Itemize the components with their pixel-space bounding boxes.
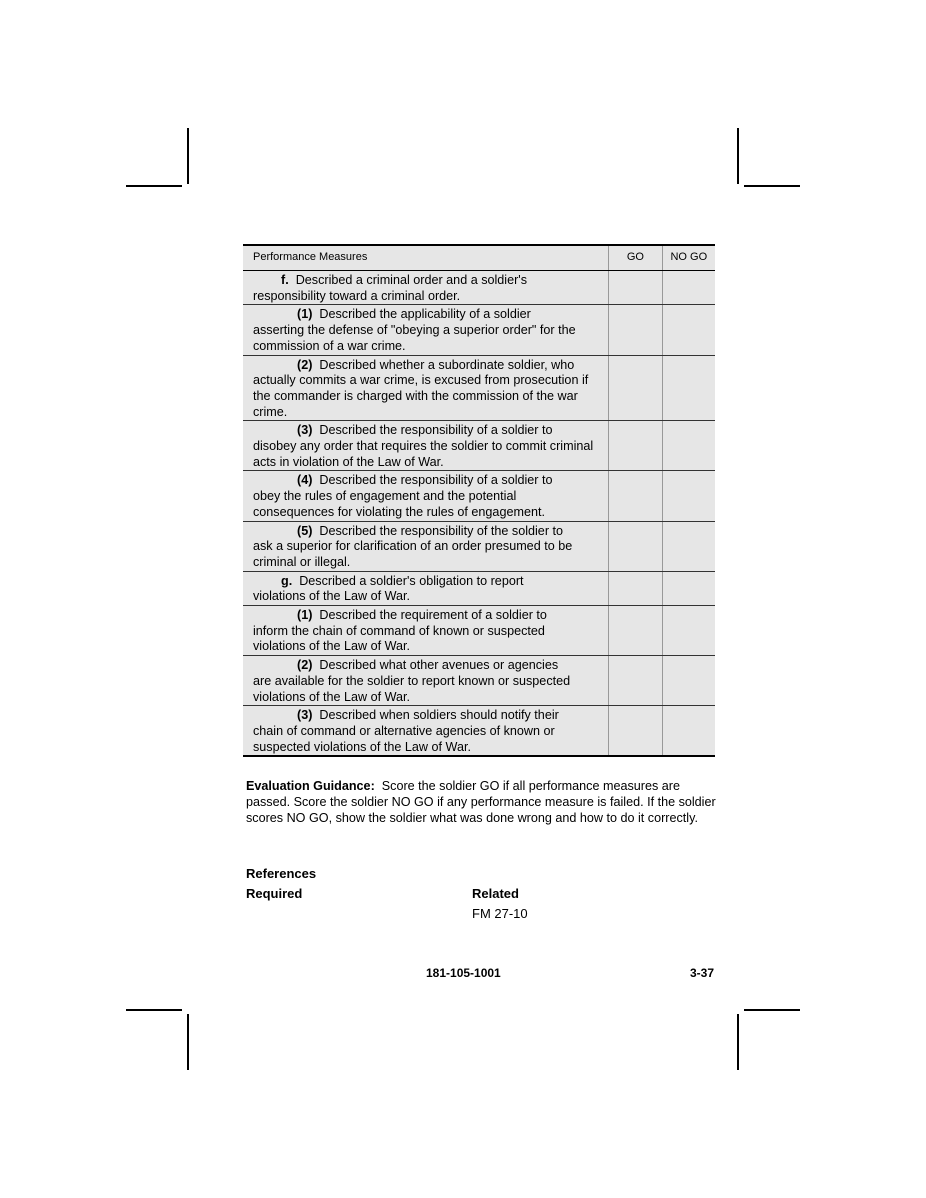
measure-text-continued: inform the chain of command of known or suspected violations of the Law of War. bbox=[253, 623, 545, 654]
nogo-header: NO GO bbox=[662, 245, 715, 271]
measure-text-continued: chain of command or alternative agencies of known or suspected violations of the Law of War. bbox=[253, 723, 555, 754]
measure-text: Described whether a subordinate soldier, who bbox=[319, 357, 575, 372]
evaluation-guidance-label: Evaluation Guidance: bbox=[246, 779, 375, 793]
nogo-checkbox-cell[interactable] bbox=[662, 355, 715, 421]
go-checkbox-cell[interactable] bbox=[609, 521, 662, 571]
performance-measures-body bbox=[243, 271, 715, 757]
task-number: 181-105-1001 bbox=[426, 966, 501, 980]
table-row bbox=[243, 421, 715, 471]
measure-label: f. bbox=[281, 273, 289, 287]
crop-mark-bottom-right-horizontal bbox=[744, 1009, 800, 1011]
performance-measure-cell bbox=[243, 471, 609, 521]
related-label: Related bbox=[472, 886, 519, 901]
measure-label: g. bbox=[281, 573, 293, 588]
nogo-checkbox-cell[interactable] bbox=[662, 271, 715, 305]
measure-text: Described the applicability of a soldier bbox=[319, 307, 531, 322]
table-row bbox=[243, 656, 715, 706]
measure-text: Described the responsibility of the soldier to bbox=[319, 523, 564, 538]
crop-mark-top-left-vertical bbox=[187, 128, 189, 184]
required-label: Required bbox=[246, 886, 303, 901]
performance-measure-cell bbox=[243, 521, 609, 571]
performance-measure-cell bbox=[243, 305, 609, 355]
table-header-row bbox=[243, 245, 715, 271]
measure-text-continued: asserting the defense of "obeying a superior order" for the commission of a war crime. bbox=[253, 323, 576, 353]
go-checkbox-cell[interactable] bbox=[609, 271, 662, 305]
performance-measure-cell bbox=[243, 571, 609, 605]
page-number: 3-37 bbox=[690, 966, 715, 980]
table-row bbox=[243, 305, 715, 355]
table-row bbox=[243, 706, 715, 757]
table-row bbox=[243, 271, 715, 305]
measure-text: Described a criminal order and a soldier's bbox=[295, 273, 527, 287]
table-row bbox=[243, 606, 715, 656]
crop-mark-bottom-left-vertical bbox=[187, 1014, 189, 1070]
performance-measure-cell bbox=[243, 355, 609, 421]
references-title: References bbox=[246, 866, 317, 881]
go-checkbox-cell[interactable] bbox=[609, 305, 662, 355]
nogo-checkbox-cell[interactable] bbox=[662, 521, 715, 571]
table-row bbox=[243, 471, 715, 521]
go-checkbox-cell[interactable] bbox=[609, 355, 662, 421]
measure-label: (3) bbox=[297, 423, 313, 438]
nogo-checkbox-cell[interactable] bbox=[662, 606, 715, 656]
nogo-checkbox-cell[interactable] bbox=[662, 421, 715, 471]
measure-text: Described the responsibility of a soldier to bbox=[319, 423, 553, 438]
measure-label: (3) bbox=[297, 708, 313, 723]
crop-mark-top-left-horizontal bbox=[126, 185, 182, 187]
measure-label: (2) bbox=[297, 658, 313, 673]
go-checkbox-cell[interactable] bbox=[609, 471, 662, 521]
table-row bbox=[243, 521, 715, 571]
crop-mark-top-right-horizontal bbox=[744, 185, 800, 187]
measure-label: (1) bbox=[297, 307, 313, 322]
performance-measure-cell bbox=[243, 706, 609, 757]
measure-label: (2) bbox=[297, 357, 313, 372]
measure-label: (1) bbox=[297, 608, 313, 623]
nogo-checkbox-cell[interactable] bbox=[662, 706, 715, 757]
measure-text: Described a soldier's obligation to report bbox=[299, 573, 524, 588]
go-checkbox-cell[interactable] bbox=[609, 656, 662, 706]
crop-mark-bottom-left-horizontal bbox=[126, 1009, 182, 1011]
measure-text-continued: responsibility toward a criminal order. bbox=[253, 288, 461, 303]
related-reference-item: FM 27-10 bbox=[472, 906, 528, 921]
go-checkbox-cell[interactable] bbox=[609, 421, 662, 471]
crop-mark-bottom-right-vertical bbox=[737, 1014, 739, 1070]
nogo-checkbox-cell[interactable] bbox=[662, 305, 715, 355]
measure-text: Described when soldiers should notify their bbox=[319, 708, 559, 723]
table-row bbox=[243, 355, 715, 421]
go-header: GO bbox=[609, 245, 662, 271]
evaluation-guidance bbox=[246, 779, 716, 826]
evaluation-guidance-text: Score the soldier GO if all performance measures are passed. Score the soldier NO GO if any performance measure is failed. If the soldier scores NO GO, show the soldier what was done wrong and how to do it correctly. bbox=[246, 779, 716, 825]
measure-text: Described the responsibility of a soldier to bbox=[319, 473, 553, 488]
measure-text-continued: obey the rules of engagement and the potential consequences for violating the rules of engagement. bbox=[253, 489, 545, 519]
go-checkbox-cell[interactable] bbox=[609, 606, 662, 656]
go-checkbox-cell[interactable] bbox=[609, 571, 662, 605]
measure-text: Described the requirement of a soldier to bbox=[319, 608, 547, 623]
go-checkbox-cell[interactable] bbox=[609, 706, 662, 757]
performance-measures-header: Performance Measures bbox=[243, 245, 609, 271]
measure-label: (5) bbox=[297, 523, 313, 538]
performance-measure-cell bbox=[243, 271, 609, 305]
measure-text-continued: actually commits a war crime, is excused from prosecution if the commander is charged with the commission of the war crime. bbox=[253, 373, 589, 419]
measure-text-continued: violations of the Law of War. bbox=[253, 589, 411, 604]
measure-text-continued: disobey any order that requires the soldier to commit criminal acts in violation of the Law of War. bbox=[253, 439, 594, 469]
measure-text-continued: are available for the soldier to report known or suspected violations of the Law of War. bbox=[253, 673, 571, 704]
performance-measure-cell bbox=[243, 606, 609, 656]
nogo-checkbox-cell[interactable] bbox=[662, 571, 715, 605]
nogo-checkbox-cell[interactable] bbox=[662, 656, 715, 706]
performance-measure-cell bbox=[243, 421, 609, 471]
measure-label: (4) bbox=[297, 473, 313, 488]
measure-text-continued: ask a superior for clarification of an order presumed to be criminal or illegal. bbox=[253, 539, 573, 569]
performance-measures-table bbox=[243, 244, 715, 757]
measure-text: Described what other avenues or agencies bbox=[319, 658, 559, 673]
nogo-checkbox-cell[interactable] bbox=[662, 471, 715, 521]
table-row bbox=[243, 571, 715, 605]
performance-measure-cell bbox=[243, 656, 609, 706]
crop-mark-top-right-vertical bbox=[737, 128, 739, 184]
